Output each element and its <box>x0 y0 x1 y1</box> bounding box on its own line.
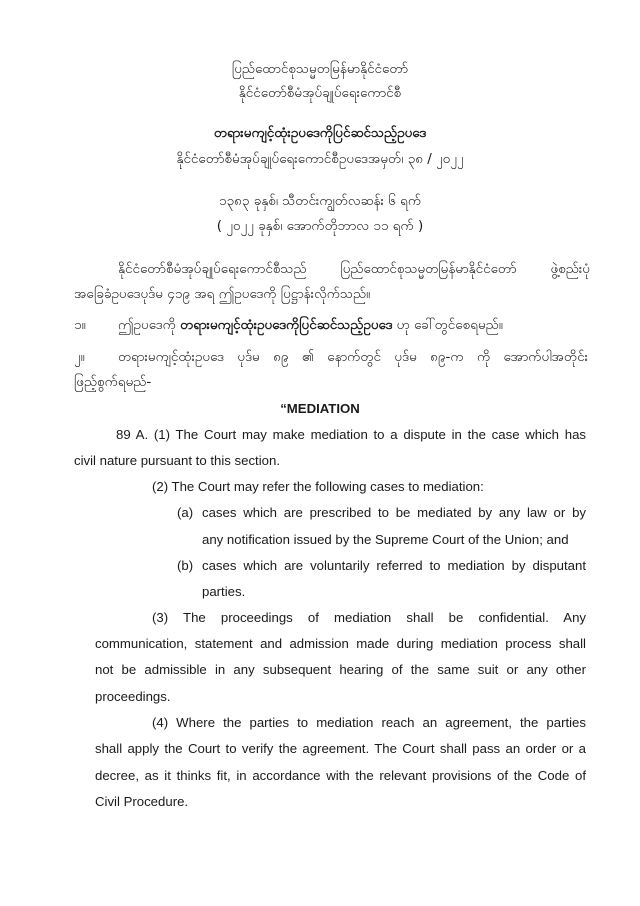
section-1-number: ၁။ <box>74 317 86 333</box>
section-2-line-1: တရားမကျင့်ထုံးဥပဒေ ပုဒ်မ ၈၉ ၏ နောက်တွင် ပုဒ်မ ၈၉-က ကို အောက်ပါအတိုင်း <box>118 349 588 365</box>
item-a-line-1: cases which are prescribed to be mediated by any law or by <box>202 505 586 520</box>
state-name: ပြည်ထောင်စုသမ္မတမြန်မာနိုင်ငံတော် <box>231 61 409 77</box>
s89a-4-line-4: Civil Procedure. <box>95 794 189 809</box>
law-number: နိုင်ငံတော်စီမံအုပ်ချုပ်ရေးကောင်စီဥပဒေအမှတ်၊ ၃၈ / ၂၀၂၂ <box>176 151 464 167</box>
date-myanmar: ၁၃၈၃ ခုနှစ်၊ သီတင်းကျွတ်လဆန်း ၆ ရက် <box>218 193 422 209</box>
council-name: နိုင်ငံတော်စီမံအုပ်ချုပ်ရေးကောင်စီ <box>238 85 402 101</box>
s89a-2: (2) The Court may refer the following cases to mediation: <box>152 479 484 494</box>
item-a-line-2: any notification issued by the Supreme Court of the Union; and <box>202 532 569 547</box>
section-1-law-title: တရားမကျင့်ထုံးဥပဒေကိုပြင်ဆင်သည့်ဥပဒေ <box>180 317 393 333</box>
mediation-heading: “MEDIATION <box>280 401 360 416</box>
section-2-number: ၂။ <box>74 349 85 365</box>
s89a-1-line-1: 89 A. (1) The Court may make mediation to a dispute in the case which has <box>116 427 586 442</box>
item-b-line-1: cases which are voluntarily referred to mediation by disputant <box>202 558 586 573</box>
item-a-label: (a) <box>177 505 194 520</box>
s89a-3-line-1: (3) The proceedings of mediation shall be confidential. Any <box>152 610 586 625</box>
preamble-line-1: နိုင်ငံတော်စီမံအုပ်ချုပ်ရေးကောင်စီသည် ပြည်ထောင်စုသမ္မတမြန်မာနိုင်ငံတော် ဖွဲ့စည်းပုံ <box>118 261 590 277</box>
s89a-4-line-2: shall apply the Court to verify the agreement. The Court shall pass an order or a <box>95 741 586 756</box>
section-1-text <box>118 316 503 336</box>
section-1-pre: ဤဥပဒေကို <box>118 317 181 333</box>
s89a-4-line-1: (4) Where the parties to mediation reach an agreement, the parties <box>152 715 586 730</box>
s89a-3-line-3: not be admissible in any subsequent hearing of the same suit or any other <box>95 662 586 677</box>
s89a-3-line-2: communication, statement and admission made during mediation process shall <box>95 636 586 651</box>
s89a-3-line-4: proceedings. <box>95 689 171 704</box>
law-title: တရားမကျင့်ထုံးဥပဒေကိုပြင်ဆင်သည့်ဥပဒေ <box>213 125 427 141</box>
s89a-1-line-2: civil nature pursuant to this section. <box>74 453 280 468</box>
preamble-line-2: အခြေခံဥပဒေပုဒ်မ ၄၁၉ အရ ဤဥပဒေကို ပြဋ္ဌာန်းလိုက်သည်။ <box>74 286 371 302</box>
date-gregorian: ( ၂၀၂၂ ခုနှစ်၊ အောက်တိုဘာလ ၁၁ ရက် ) <box>216 218 424 234</box>
section-1-post: ဟု ခေါ်တွင်စေရမည်။ <box>392 317 503 333</box>
item-b-line-2: parties. <box>202 584 246 599</box>
section-2-line-2: ဖြည့်စွက်ရမည်- <box>74 374 152 390</box>
item-b-label: (b) <box>177 558 194 573</box>
s89a-4-line-3: decree, as it thinks fit, in accordance with the relevant provisions of the Code of <box>95 768 586 783</box>
